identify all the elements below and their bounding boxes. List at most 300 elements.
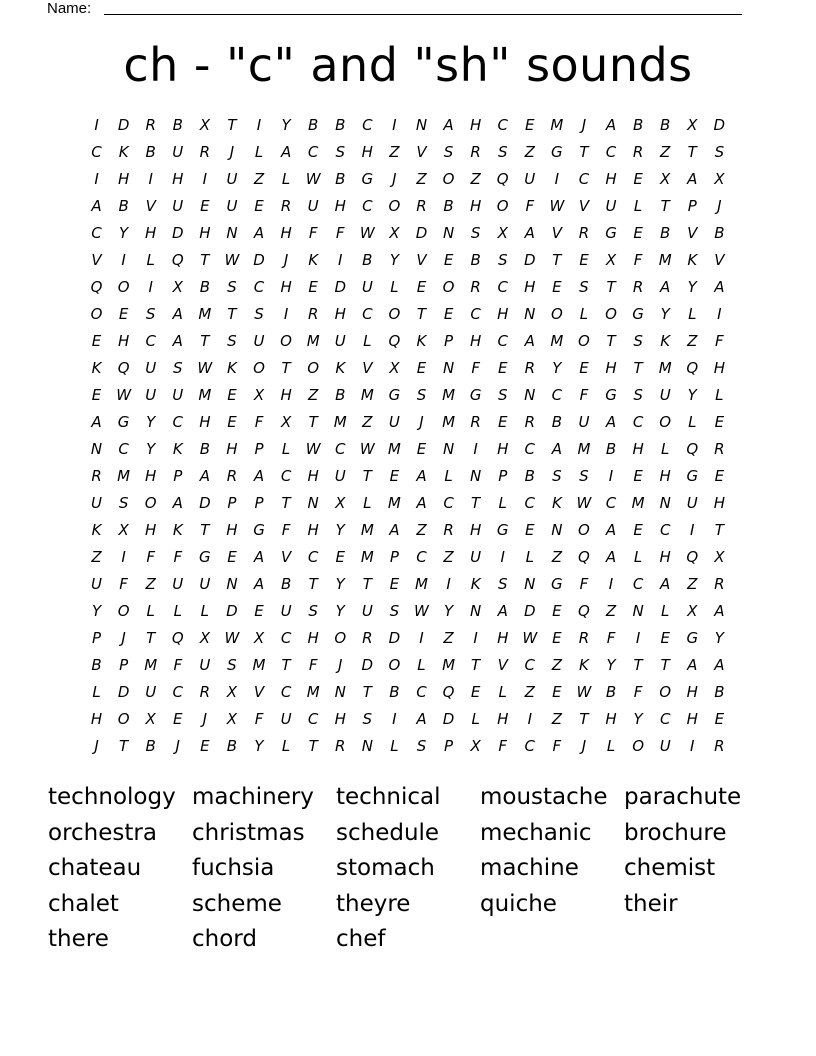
- grid-letter: R: [470, 143, 481, 161]
- word-list-item: technology: [48, 784, 176, 810]
- grid-letter: L: [390, 737, 399, 755]
- grid-letter: W: [359, 440, 375, 458]
- word-list-row: [48, 922, 768, 958]
- grid-letter: Y: [633, 710, 643, 728]
- grid-letter: H: [497, 629, 509, 647]
- grid-letter: A: [605, 413, 617, 431]
- grid-letter: Z: [470, 170, 481, 188]
- grid-letter: C: [362, 305, 373, 323]
- grid-letter: L: [444, 467, 453, 485]
- grid-letter: A: [91, 413, 102, 431]
- grid-letter: B: [199, 440, 210, 458]
- grid-letter: R: [91, 467, 102, 485]
- grid-letter: U: [659, 737, 671, 755]
- grid-letter: Z: [145, 575, 156, 593]
- grid-letter: E: [254, 602, 264, 620]
- grid-letter: C: [307, 548, 319, 566]
- grid-letter: L: [633, 548, 643, 566]
- grid-letter: I: [473, 440, 478, 458]
- grid-letter: H: [280, 386, 292, 404]
- grid-letter: C: [497, 278, 508, 296]
- grid-letter: Z: [91, 548, 102, 566]
- grid-letter: I: [202, 170, 208, 188]
- grid-letter: T: [281, 656, 291, 674]
- word-list-row: [48, 851, 768, 887]
- grid-letter: X: [470, 737, 481, 755]
- grid-letter: M: [387, 494, 401, 512]
- grid-letter: X: [687, 602, 698, 620]
- grid-letter: T: [362, 683, 372, 701]
- grid-letter: G: [469, 386, 482, 404]
- grid-letter: W: [414, 602, 429, 620]
- grid-letter: C: [145, 332, 156, 350]
- grid-letter: K: [579, 656, 589, 674]
- grid-letter: T: [227, 305, 237, 323]
- grid-letter: H: [334, 710, 346, 728]
- grid-letter: A: [416, 494, 427, 512]
- grid-letter: M: [306, 683, 320, 701]
- grid-letter: S: [579, 467, 589, 485]
- grid-letter: C: [362, 197, 373, 215]
- grid-letter: T: [633, 656, 643, 674]
- grid-letter: I: [446, 575, 451, 593]
- grid-letter: D: [117, 116, 130, 134]
- grid-letter: L: [715, 386, 724, 404]
- grid-letter: Q: [90, 278, 103, 296]
- grid-letter: A: [714, 278, 725, 296]
- grid-letter: D: [713, 116, 726, 134]
- grid-letter: E: [227, 548, 237, 566]
- grid-letter: B: [145, 737, 156, 755]
- grid-letter: B: [335, 386, 346, 404]
- grid-letter: C: [524, 440, 536, 458]
- grid-letter: E: [633, 521, 643, 539]
- grid-letter: J: [581, 116, 587, 134]
- word-list-item: schedule: [336, 819, 440, 846]
- grid-letter: H: [524, 278, 536, 296]
- grid-letter: N: [361, 737, 373, 755]
- grid-letter: C: [524, 737, 536, 755]
- grid-letter: Y: [254, 737, 264, 755]
- grid-letter: J: [283, 251, 289, 269]
- grid-letter: X: [253, 386, 265, 404]
- grid-row: [83, 301, 733, 328]
- word-list-item: mechanic: [480, 819, 592, 846]
- grid-letter: G: [551, 143, 563, 161]
- grid-letter: G: [117, 413, 130, 431]
- grid-letter: L: [363, 494, 372, 512]
- grid-letter: Z: [443, 548, 454, 566]
- grid-letter: R: [362, 629, 373, 647]
- grid-letter: U: [334, 467, 346, 485]
- grid-letter: J: [581, 737, 587, 755]
- grid-letter: Y: [335, 602, 345, 620]
- grid-letter: C: [524, 494, 536, 512]
- grid-letter: H: [659, 548, 671, 566]
- grid-letter: O: [659, 413, 672, 431]
- grid-letter: L: [146, 251, 155, 269]
- grid-letter: O: [117, 602, 130, 620]
- grid-letter: I: [527, 710, 532, 728]
- grid-letter: Y: [660, 305, 670, 323]
- grid-row: [83, 490, 733, 517]
- grid-letter: C: [362, 116, 373, 134]
- grid-letter: X: [280, 413, 292, 431]
- word-list-item: chef: [336, 926, 386, 952]
- grid-letter: A: [660, 278, 671, 296]
- grid-letter: L: [498, 494, 507, 512]
- grid-letter: X: [172, 278, 183, 296]
- grid-letter: I: [338, 251, 343, 269]
- grid-letter: X: [714, 170, 725, 188]
- grid-letter: T: [119, 737, 129, 755]
- grid-letter: A: [497, 602, 508, 620]
- grid-letter: A: [714, 602, 725, 620]
- grid-letter: H: [605, 710, 617, 728]
- grid-letter: C: [659, 521, 671, 539]
- grid-letter: K: [227, 359, 237, 377]
- grid-letter: F: [525, 197, 535, 215]
- grid-letter: R: [470, 413, 481, 431]
- grid-letter: E: [552, 683, 562, 701]
- word-list-item: theyre: [336, 890, 411, 917]
- word-list-item: there: [48, 926, 109, 952]
- grid-letter: L: [579, 305, 589, 323]
- grid-letter: S: [227, 332, 237, 350]
- grid-letter: E: [633, 170, 643, 188]
- grid-letter: E: [443, 305, 454, 323]
- grid-letter: F: [471, 359, 480, 377]
- grid-letter: N: [524, 386, 536, 404]
- grid-letter: D: [117, 683, 130, 701]
- grid-letter: M: [198, 386, 212, 404]
- grid-letter: E: [443, 251, 454, 269]
- grid-letter: T: [687, 143, 697, 161]
- grid-letter: W: [549, 197, 565, 215]
- grid-letter: B: [226, 737, 238, 755]
- grid-letter: W: [305, 170, 321, 188]
- grid-letter: L: [390, 278, 399, 296]
- grid-letter: R: [199, 143, 211, 161]
- grid-letter: B: [199, 278, 210, 296]
- grid-letter: E: [525, 116, 535, 134]
- grid-letter: W: [576, 683, 592, 701]
- grid-letter: H: [686, 710, 698, 728]
- grid-letter: Y: [714, 629, 724, 647]
- grid-letter: F: [254, 413, 264, 431]
- grid-row: [83, 706, 733, 733]
- grid-letter: X: [714, 548, 725, 566]
- grid-letter: B: [172, 116, 183, 134]
- grid-letter: F: [579, 386, 589, 404]
- grid-letter: U: [280, 602, 292, 620]
- grid-letter: A: [524, 224, 535, 242]
- grid-letter: Z: [524, 143, 535, 161]
- grid-letter: B: [335, 170, 346, 188]
- grid-letter: E: [308, 278, 318, 296]
- grid-letter: C: [497, 332, 508, 350]
- word-list-item: chalet: [48, 890, 119, 917]
- grid-letter: R: [199, 683, 211, 701]
- grid-letter: B: [714, 224, 725, 242]
- grid-letter: X: [199, 629, 210, 647]
- grid-letter: I: [392, 116, 397, 134]
- grid-letter: P: [173, 467, 183, 485]
- grid-letter: T: [714, 521, 724, 539]
- grid-letter: E: [200, 737, 210, 755]
- grid-letter: S: [389, 602, 400, 620]
- grid-letter: O: [550, 305, 563, 323]
- name-label: Name:: [47, 0, 92, 17]
- grid-letter: I: [635, 629, 641, 647]
- grid-letter: B: [91, 656, 102, 674]
- grid-letter: O: [632, 737, 644, 755]
- grid-letter: T: [606, 332, 616, 350]
- grid-letter: S: [416, 386, 427, 404]
- grid-letter: D: [334, 278, 347, 296]
- grid-letter: G: [199, 548, 211, 566]
- grid-letter: C: [524, 656, 536, 674]
- grid-letter: I: [608, 467, 614, 485]
- grid-letter: W: [359, 224, 375, 242]
- grid-letter: H: [307, 521, 319, 539]
- grid-letter: X: [335, 494, 346, 512]
- grid-letter: H: [117, 170, 130, 188]
- grid-letter: F: [254, 710, 264, 728]
- grid-letter: U: [307, 197, 319, 215]
- grid-letter: T: [146, 629, 156, 647]
- grid-letter: F: [579, 575, 589, 593]
- grid-letter: H: [686, 683, 698, 701]
- grid-letter: N: [334, 683, 346, 701]
- grid-letter: X: [389, 224, 400, 242]
- grid-letter: Q: [686, 359, 699, 377]
- grid-letter: M: [306, 332, 320, 350]
- grid-letter: G: [686, 467, 699, 485]
- grid-letter: I: [94, 170, 99, 188]
- grid-letter: Y: [389, 251, 399, 269]
- grid-letter: M: [658, 359, 672, 377]
- grid-letter: Y: [146, 440, 156, 458]
- grid-letter: H: [632, 440, 644, 458]
- grid-letter: N: [632, 602, 644, 620]
- grid-letter: O: [442, 278, 455, 296]
- grid-row: [83, 193, 733, 220]
- grid-letter: R: [335, 737, 346, 755]
- grid-letter: P: [444, 332, 454, 350]
- grid-row: [83, 463, 733, 490]
- grid-letter: N: [307, 494, 319, 512]
- grid-letter: H: [90, 710, 103, 728]
- grid-letter: M: [252, 656, 266, 674]
- grid-letter: E: [227, 413, 237, 431]
- grid-letter: I: [121, 251, 126, 269]
- grid-letter: T: [660, 656, 670, 674]
- grid-letter: R: [226, 467, 238, 485]
- grid-letter: T: [552, 251, 562, 269]
- grid-letter: E: [254, 197, 264, 215]
- grid-letter: C: [497, 116, 508, 134]
- grid-letter: Y: [443, 602, 454, 620]
- grid-letter: L: [173, 602, 182, 620]
- grid-letter: O: [253, 359, 265, 377]
- grid-letter: J: [202, 710, 208, 728]
- grid-letter: Q: [388, 332, 401, 350]
- grid-letter: C: [470, 305, 481, 323]
- grid-row: [83, 166, 733, 193]
- grid-letter: V: [280, 548, 292, 566]
- grid-letter: S: [254, 305, 264, 323]
- grid-letter: H: [307, 467, 319, 485]
- grid-letter: H: [361, 143, 373, 161]
- grid-letter: R: [714, 737, 725, 755]
- grid-letter: N: [470, 467, 482, 485]
- grid-letter: O: [496, 197, 509, 215]
- grid-letter: A: [172, 494, 183, 512]
- grid-letter: T: [606, 278, 616, 296]
- grid-letter: W: [197, 359, 213, 377]
- grid-letter: C: [280, 683, 292, 701]
- grid-letter: P: [254, 494, 264, 512]
- grid-letter: M: [442, 413, 456, 431]
- grid-letter: M: [360, 521, 374, 539]
- grid-letter: H: [469, 197, 482, 215]
- grid-row: [83, 220, 733, 247]
- grid-letter: B: [443, 197, 454, 215]
- grid-letter: T: [281, 494, 291, 512]
- grid-letter: C: [91, 224, 102, 242]
- grid-letter: B: [660, 116, 671, 134]
- word-list-item: quiche: [480, 890, 557, 917]
- grid-letter: I: [148, 170, 153, 188]
- grid-letter: U: [226, 197, 238, 215]
- grid-letter: S: [227, 656, 237, 674]
- grid-row: [83, 382, 733, 409]
- grid-letter: S: [118, 494, 129, 512]
- word-list-row: [48, 887, 768, 923]
- grid-letter: C: [118, 440, 129, 458]
- grid-letter: E: [91, 386, 102, 404]
- grid-letter: E: [714, 467, 725, 485]
- grid-letter: Q: [578, 602, 590, 620]
- grid-letter: S: [362, 710, 373, 728]
- grid-letter: F: [308, 656, 318, 674]
- grid-letter: N: [659, 494, 671, 512]
- grid-letter: U: [578, 413, 590, 431]
- grid-letter: C: [632, 575, 644, 593]
- grid-letter: B: [714, 683, 725, 701]
- grid-letter: I: [148, 278, 153, 296]
- grid-letter: Z: [687, 332, 698, 350]
- grid-letter: R: [416, 197, 427, 215]
- grid-letter: T: [281, 359, 291, 377]
- grid-letter: T: [362, 467, 372, 485]
- grid-letter: S: [497, 386, 508, 404]
- grid-letter: Y: [335, 521, 345, 539]
- grid-letter: B: [308, 116, 319, 134]
- grid-letter: S: [579, 278, 589, 296]
- grid-letter: T: [471, 656, 481, 674]
- grid-letter: O: [388, 656, 401, 674]
- grid-letter: O: [117, 710, 130, 728]
- grid-letter: F: [633, 683, 643, 701]
- grid-letter: W: [576, 494, 592, 512]
- grid-letter: C: [280, 629, 292, 647]
- grid-letter: Z: [443, 629, 454, 647]
- grid-letter: P: [119, 656, 129, 674]
- grid-letter: M: [577, 440, 591, 458]
- grid-letter: V: [362, 359, 373, 377]
- grid-letter: K: [91, 521, 102, 539]
- grid-letter: L: [606, 737, 616, 755]
- grid-letter: S: [308, 602, 318, 620]
- grid-letter: Z: [362, 413, 373, 431]
- grid-letter: M: [198, 305, 212, 323]
- grid-letter: S: [497, 251, 508, 269]
- grid-letter: B: [145, 143, 156, 161]
- grid-letter: S: [470, 224, 481, 242]
- grid-letter: L: [363, 332, 372, 350]
- grid-letter: C: [307, 710, 319, 728]
- grid-letter: U: [253, 332, 265, 350]
- word-list-item: stomach: [336, 855, 435, 881]
- grid-letter: I: [690, 521, 695, 539]
- grid-letter: U: [524, 170, 536, 188]
- grid-letter: D: [388, 629, 401, 647]
- grid-letter: E: [335, 548, 345, 566]
- grid-letter: E: [579, 359, 589, 377]
- grid-letter: K: [172, 521, 183, 539]
- grid-letter: T: [227, 116, 237, 134]
- grid-letter: L: [254, 143, 264, 161]
- grid-letter: C: [172, 413, 184, 431]
- word-list-item: machine: [480, 855, 579, 881]
- grid-letter: E: [497, 413, 508, 431]
- grid-row: [83, 328, 733, 355]
- grid-letter: X: [226, 683, 238, 701]
- grid-letter: H: [659, 467, 671, 485]
- grid-letter: E: [200, 197, 210, 215]
- grid-letter: H: [469, 521, 482, 539]
- grid-letter: P: [389, 548, 399, 566]
- grid-letter: O: [307, 359, 320, 377]
- grid-letter: U: [91, 575, 103, 593]
- grid-letter: P: [92, 629, 102, 647]
- grid-letter: E: [579, 251, 589, 269]
- grid-letter: S: [443, 143, 454, 161]
- grid-letter: A: [605, 521, 617, 539]
- grid-letter: U: [388, 413, 400, 431]
- grid-letter: J: [392, 170, 397, 188]
- grid-letter: E: [470, 683, 481, 701]
- grid-letter: Z: [551, 656, 562, 674]
- grid-letter: S: [227, 278, 237, 296]
- grid-letter: E: [416, 278, 427, 296]
- grid-letter: A: [253, 548, 265, 566]
- grid-letter: A: [253, 575, 265, 593]
- grid-letter: V: [253, 683, 265, 701]
- grid-letter: B: [632, 116, 644, 134]
- grid-letter: H: [226, 521, 238, 539]
- grid-letter: A: [172, 332, 183, 350]
- grid-letter: G: [361, 170, 374, 188]
- grid-letter: A: [687, 170, 698, 188]
- grid-letter: C: [605, 494, 617, 512]
- grid-letter: X: [660, 170, 671, 188]
- grid-letter: A: [416, 467, 427, 485]
- grid-letter: G: [496, 521, 509, 539]
- grid-letter: Q: [496, 170, 509, 188]
